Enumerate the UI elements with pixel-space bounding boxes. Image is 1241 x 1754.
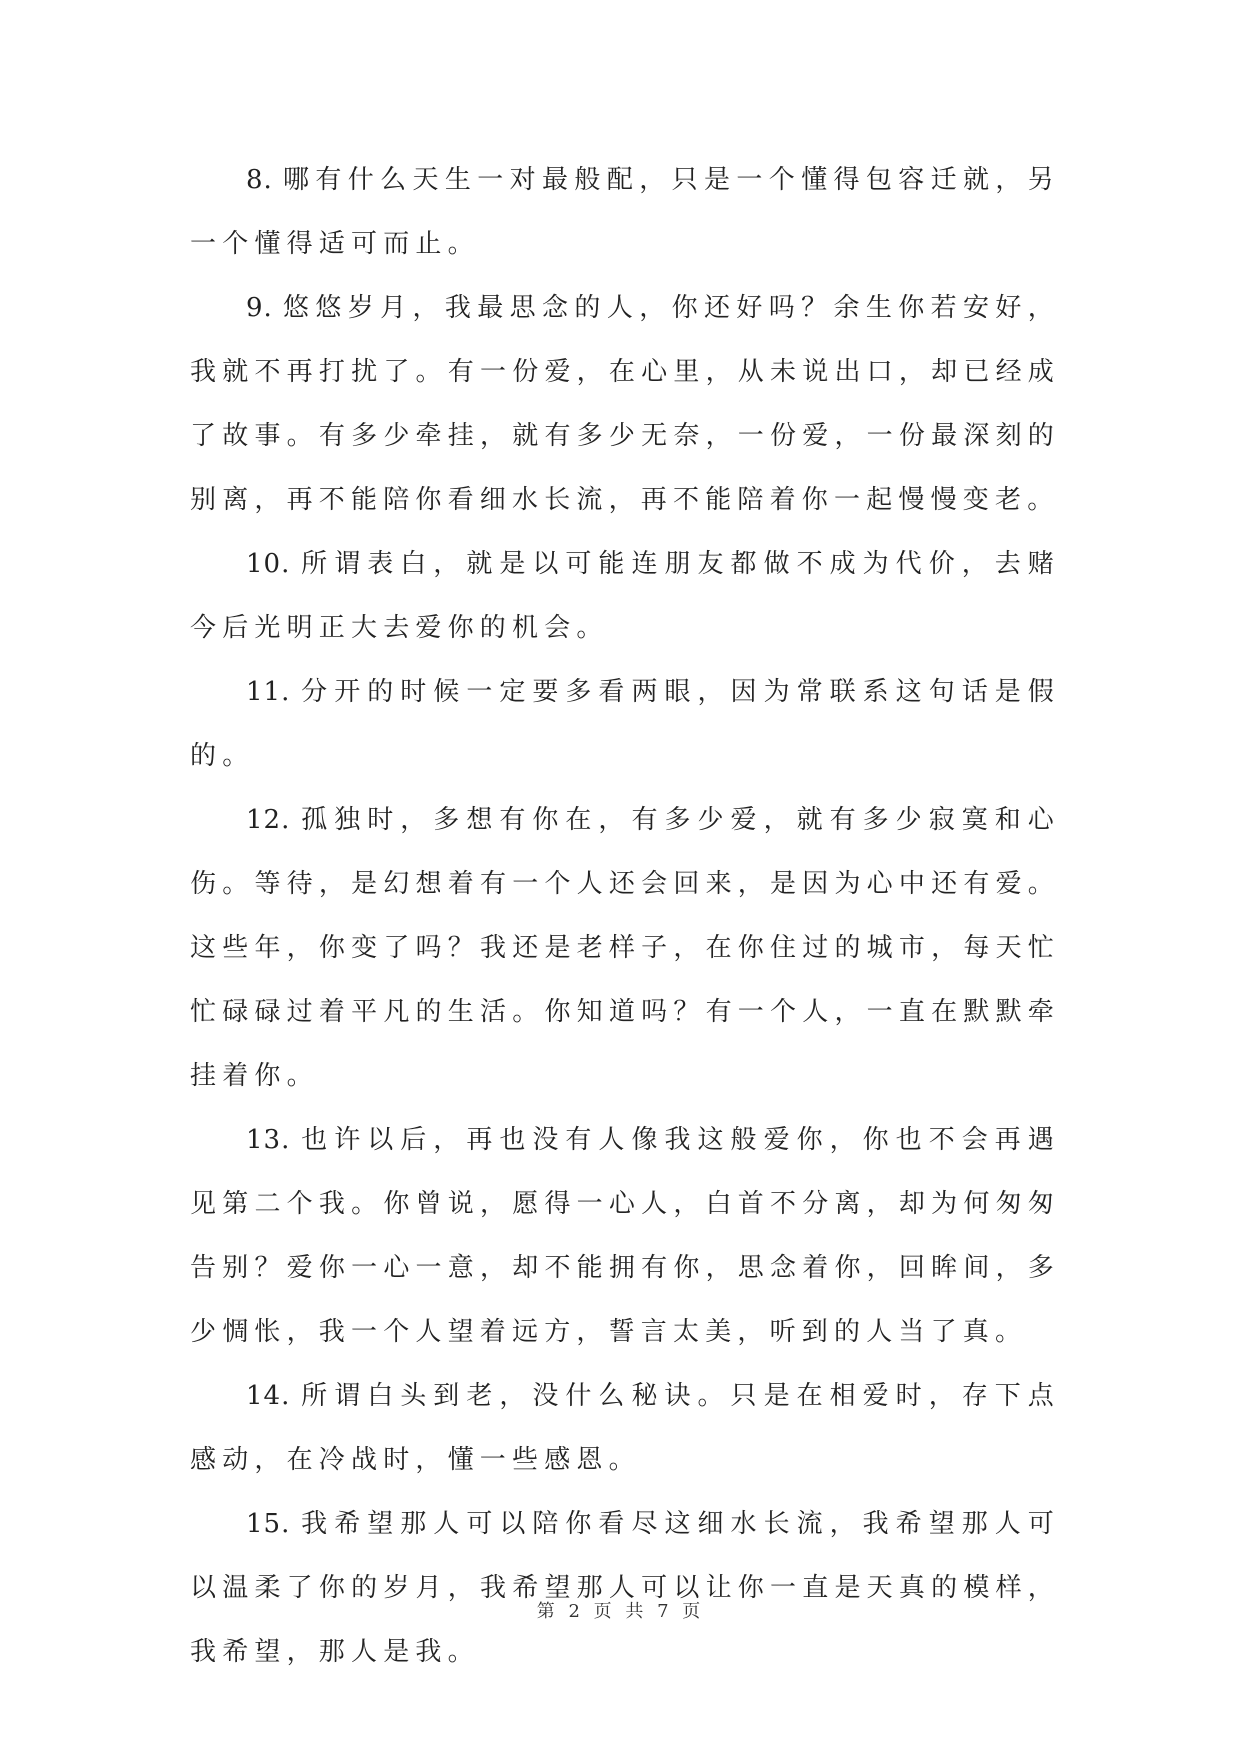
- paragraph-11: [190, 660, 1060, 788]
- paragraph-text: 悠悠岁月，我最思念的人，你还好吗？余生你若安好，我就不再打扰了。有一份爱，在心里，从未说出口，却已经成了故事。有多少牵挂，就有多少无奈，一份爱，一份最深刻的别离，再不能陪你看细水长流，再不能陪着你一起慢慢变老。: [190, 293, 1060, 515]
- paragraph-number: 13.: [246, 1125, 291, 1155]
- paragraph-number: 12.: [246, 805, 291, 835]
- paragraph-9: [190, 276, 1060, 532]
- paragraph-text: 所谓白头到老，没什么秘诀。只是在相爱时，存下点感动，在冷战时，懂一些感恩。: [190, 1381, 1060, 1475]
- paragraph-13: [190, 1108, 1060, 1364]
- paragraph-12: [190, 788, 1060, 1108]
- paragraph-number: 14.: [246, 1381, 291, 1411]
- paragraph-number: 8.: [246, 165, 273, 195]
- paragraph-15: [190, 1492, 1060, 1684]
- paragraph-10: [190, 532, 1060, 660]
- paragraph-8: [190, 148, 1060, 276]
- paragraph-number: 10.: [246, 549, 291, 579]
- paragraph-text: 所谓表白，就是以可能连朋友都做不成为代价，去赌今后光明正大去爱你的机会。: [190, 549, 1060, 643]
- paragraph-number: 15.: [246, 1509, 291, 1539]
- paragraph-text: 孤独时，多想有你在，有多少爱，就有多少寂寞和心伤。等待，是幻想着有一个人还会回来，是因为心中还有爱。这些年，你变了吗？我还是老样子，在你住过的城市，每天忙忙碌碌过着平凡的生活。你知道吗？有一个人，一直在默默牵挂着你。: [190, 805, 1060, 1091]
- document-body: [190, 148, 1060, 1684]
- paragraph-text: 哪有什么天生一对最般配，只是一个懂得包容迁就，另一个懂得适可而止。: [190, 165, 1060, 259]
- paragraph-text: 我希望那人可以陪你看尽这细水长流，我希望那人可以温柔了你的岁月，我希望那人可以让你一直是天真的模样，我希望，那人是我。: [190, 1509, 1060, 1667]
- page-footer: 第 2 页 共 7 页: [536, 1601, 705, 1622]
- paragraph-text: 也许以后，再也没有人像我这般爱你，你也不会再遇见第二个我。你曾说，愿得一心人，白首不分离，却为何匆匆告别？爱你一心一意，却不能拥有你，思念着你，回眸间，多少惆怅，我一个人望着远方，誓言太美，听到的人当了真。: [190, 1125, 1060, 1347]
- paragraph-14: [190, 1364, 1060, 1492]
- paragraph-text: 分开的时候一定要多看两眼，因为常联系这句话是假的。: [190, 677, 1060, 771]
- paragraph-number: 11.: [246, 677, 291, 707]
- paragraph-number: 9.: [246, 293, 273, 323]
